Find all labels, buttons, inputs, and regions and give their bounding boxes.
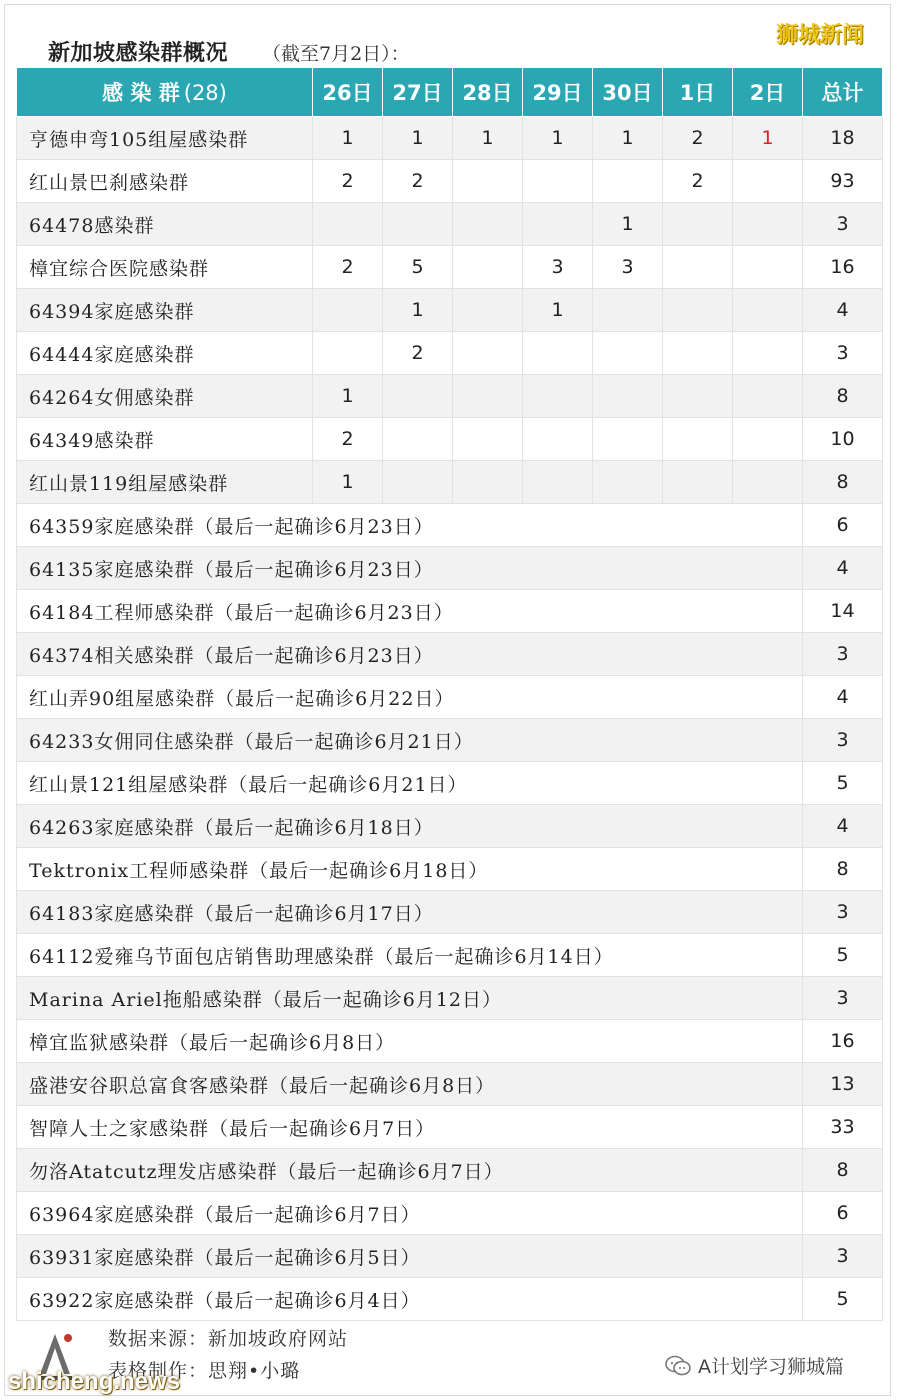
- day-count-cell: [453, 332, 523, 375]
- day-count-cell: [663, 461, 733, 504]
- day-count-cell: [523, 375, 593, 418]
- day-count-cell: 1: [733, 117, 803, 160]
- table-row: [17, 891, 883, 934]
- day-count-cell: 1: [593, 203, 663, 246]
- day-count-cell: [733, 461, 803, 504]
- day-count-cell: [663, 375, 733, 418]
- total-cell: 14: [803, 590, 883, 633]
- day-count-cell: [383, 203, 453, 246]
- table-row: [17, 1106, 883, 1149]
- cluster-name-cell: 樟宜监狱感染群（最后一起确诊6月8日）: [17, 1020, 803, 1063]
- day-count-cell: [663, 203, 733, 246]
- day-count-cell: [453, 375, 523, 418]
- total-cell: 18: [803, 117, 883, 160]
- day-count-cell: [453, 246, 523, 289]
- day-count-cell: [523, 160, 593, 203]
- column-header-cluster-label: 感 染 群: [102, 81, 180, 105]
- table-row: [17, 1278, 883, 1321]
- total-cell: 3: [803, 332, 883, 375]
- wechat-account: [664, 1352, 844, 1379]
- day-count-cell: [733, 160, 803, 203]
- day-count-cell: [523, 461, 593, 504]
- table-row: [17, 805, 883, 848]
- cluster-table: [16, 67, 883, 1321]
- cluster-name-cell: 樟宜综合医院感染群: [17, 246, 313, 289]
- cluster-name-cell: 红山景119组屋感染群: [17, 461, 313, 504]
- cluster-name-cell: Tektronix工程师感染群（最后一起确诊6月18日）: [17, 848, 803, 891]
- total-cell: 4: [803, 289, 883, 332]
- cluster-name-cell: 64233女佣同住感染群（最后一起确诊6月21日）: [17, 719, 803, 762]
- day-count-cell: 1: [523, 117, 593, 160]
- day-count-cell: 1: [313, 117, 383, 160]
- total-cell: 8: [803, 375, 883, 418]
- cluster-name-cell: 64183家庭感染群（最后一起确诊6月17日）: [17, 891, 803, 934]
- table-row: [17, 934, 883, 977]
- total-cell: 4: [803, 547, 883, 590]
- day-count-cell: [593, 418, 663, 461]
- day-count-cell: 2: [663, 160, 733, 203]
- total-cell: 93: [803, 160, 883, 203]
- day-count-cell: [453, 203, 523, 246]
- column-header-day: 27日: [383, 68, 453, 117]
- table-row: [17, 160, 883, 203]
- column-header-total: 总计: [803, 68, 883, 117]
- cluster-name-cell: 红山景巴刹感染群: [17, 160, 313, 203]
- cluster-name-cell: 64444家庭感染群: [17, 332, 313, 375]
- cluster-name-cell: 64263家庭感染群（最后一起确诊6月18日）: [17, 805, 803, 848]
- table-row: [17, 848, 883, 891]
- total-cell: 5: [803, 1278, 883, 1321]
- brand-logo-text: 狮城新闻: [776, 23, 865, 48]
- total-cell: 8: [803, 848, 883, 891]
- day-count-cell: 2: [313, 418, 383, 461]
- day-count-cell: [593, 461, 663, 504]
- day-count-cell: 2: [313, 160, 383, 203]
- table-row: [17, 762, 883, 805]
- cluster-name-cell: 亨德申弯105组屋感染群: [17, 117, 313, 160]
- day-count-cell: [593, 375, 663, 418]
- cluster-name-cell: Marina Ariel拖船感染群（最后一起确诊6月12日）: [17, 977, 803, 1020]
- cluster-name-cell: 64135家庭感染群（最后一起确诊6月23日）: [17, 547, 803, 590]
- total-cell: 3: [803, 1235, 883, 1278]
- day-count-cell: [663, 289, 733, 332]
- total-cell: 10: [803, 418, 883, 461]
- cluster-name-cell: 64112爱雍乌节面包店销售助理感染群（最后一起确诊6月14日）: [17, 934, 803, 977]
- table-row: [17, 1192, 883, 1235]
- table-row: [17, 719, 883, 762]
- day-count-cell: [733, 332, 803, 375]
- wechat-account-label: A计划学习狮城篇: [698, 1356, 844, 1378]
- page-subtitle: （截至7月2日）：: [262, 43, 410, 65]
- day-count-cell: [593, 160, 663, 203]
- total-cell: 6: [803, 1192, 883, 1235]
- day-count-cell: [663, 418, 733, 461]
- table-row: [17, 289, 883, 332]
- total-cell: 8: [803, 1149, 883, 1192]
- table-row: [17, 504, 883, 547]
- day-count-cell: [663, 246, 733, 289]
- cluster-name-cell: 63931家庭感染群（最后一起确诊6月5日）: [17, 1235, 803, 1278]
- table-row: [17, 117, 883, 160]
- day-count-cell: 2: [313, 246, 383, 289]
- day-count-cell: 1: [523, 289, 593, 332]
- day-count-cell: 1: [383, 117, 453, 160]
- day-count-cell: [733, 246, 803, 289]
- total-cell: 33: [803, 1106, 883, 1149]
- day-count-cell: [523, 418, 593, 461]
- day-count-cell: [453, 418, 523, 461]
- table-row: [17, 1149, 883, 1192]
- day-count-cell: 3: [593, 246, 663, 289]
- table-row: [17, 203, 883, 246]
- table-row: [17, 246, 883, 289]
- day-count-cell: [383, 375, 453, 418]
- day-count-cell: [453, 289, 523, 332]
- cluster-name-cell: 64264女佣感染群: [17, 375, 313, 418]
- cluster-name-cell: 勿洛Atatcutz理发店感染群（最后一起确诊6月7日）: [17, 1149, 803, 1192]
- day-count-cell: 2: [663, 117, 733, 160]
- day-count-cell: [383, 461, 453, 504]
- table-row: [17, 332, 883, 375]
- day-count-cell: [523, 203, 593, 246]
- table-row: [17, 676, 883, 719]
- total-cell: 16: [803, 1020, 883, 1063]
- day-count-cell: [383, 418, 453, 461]
- table-row: [17, 1063, 883, 1106]
- column-header-day: 28日: [453, 68, 523, 117]
- day-count-cell: 2: [383, 160, 453, 203]
- cluster-name-cell: 64359家庭感染群（最后一起确诊6月23日）: [17, 504, 803, 547]
- cluster-name-cell: 64349感染群: [17, 418, 313, 461]
- cluster-name-cell: 63964家庭感染群（最后一起确诊6月7日）: [17, 1192, 803, 1235]
- day-count-cell: [313, 289, 383, 332]
- cluster-name-cell: 红山弄90组屋感染群（最后一起确诊6月22日）: [17, 676, 803, 719]
- day-count-cell: [313, 203, 383, 246]
- column-header-day: 2日: [733, 68, 803, 117]
- day-count-cell: 1: [383, 289, 453, 332]
- column-header-cluster: [17, 68, 313, 117]
- day-count-cell: [663, 332, 733, 375]
- cluster-count: (28): [183, 81, 227, 105]
- table-row: [17, 461, 883, 504]
- cluster-name-cell: 64184工程师感染群（最后一起确诊6月23日）: [17, 590, 803, 633]
- day-count-cell: [313, 332, 383, 375]
- cluster-name-cell: 64478感染群: [17, 203, 313, 246]
- table-header-row: [17, 68, 883, 117]
- table-maker-text: 表格制作：思翔•小璐: [108, 1360, 301, 1382]
- watermark-text: shicheng.news: [8, 1368, 181, 1395]
- total-cell: 5: [803, 762, 883, 805]
- column-header-day: 1日: [663, 68, 733, 117]
- day-count-cell: [593, 332, 663, 375]
- day-count-cell: 2: [383, 332, 453, 375]
- cluster-name-cell: 盛港安谷职总富食客感染群（最后一起确诊6月8日）: [17, 1063, 803, 1106]
- day-count-cell: 3: [523, 246, 593, 289]
- table-row: [17, 375, 883, 418]
- table-body: [17, 117, 883, 1321]
- total-cell: 6: [803, 504, 883, 547]
- page-title: 新加坡感染群概况: [48, 41, 229, 66]
- total-cell: 13: [803, 1063, 883, 1106]
- cluster-name-cell: 64374相关感染群（最后一起确诊6月23日）: [17, 633, 803, 676]
- total-cell: 8: [803, 461, 883, 504]
- total-cell: 3: [803, 891, 883, 934]
- cluster-name-cell: 智障人士之家感染群（最后一起确诊6月7日）: [17, 1106, 803, 1149]
- table-row: [17, 418, 883, 461]
- total-cell: 3: [803, 977, 883, 1020]
- total-cell: 3: [803, 633, 883, 676]
- column-header-day: 26日: [313, 68, 383, 117]
- day-count-cell: 1: [593, 117, 663, 160]
- data-source-text: 数据来源：新加坡政府网站: [108, 1328, 349, 1350]
- total-cell: 5: [803, 934, 883, 977]
- day-count-cell: 1: [313, 375, 383, 418]
- day-count-cell: [523, 332, 593, 375]
- column-header-day: 29日: [523, 68, 593, 117]
- total-cell: 4: [803, 805, 883, 848]
- column-header-day: 30日: [593, 68, 663, 117]
- wechat-icon: [664, 1355, 692, 1377]
- day-count-cell: 5: [383, 246, 453, 289]
- total-cell: 3: [803, 203, 883, 246]
- day-count-cell: [453, 160, 523, 203]
- day-count-cell: [593, 289, 663, 332]
- table-row: [17, 977, 883, 1020]
- total-cell: 3: [803, 719, 883, 762]
- total-cell: 4: [803, 676, 883, 719]
- table-row: [17, 547, 883, 590]
- day-count-cell: [733, 418, 803, 461]
- total-cell: 16: [803, 246, 883, 289]
- day-count-cell: [733, 289, 803, 332]
- day-count-cell: 1: [453, 117, 523, 160]
- table-row: [17, 1020, 883, 1063]
- table-row: [17, 1235, 883, 1278]
- day-count-cell: 1: [313, 461, 383, 504]
- day-count-cell: [453, 461, 523, 504]
- table-row: [17, 590, 883, 633]
- cluster-name-cell: 64394家庭感染群: [17, 289, 313, 332]
- day-count-cell: [733, 375, 803, 418]
- cluster-name-cell: 红山景121组屋感染群（最后一起确诊6月21日）: [17, 762, 803, 805]
- cluster-name-cell: 63922家庭感染群（最后一起确诊6月4日）: [17, 1278, 803, 1321]
- day-count-cell: [733, 203, 803, 246]
- table-row: [17, 633, 883, 676]
